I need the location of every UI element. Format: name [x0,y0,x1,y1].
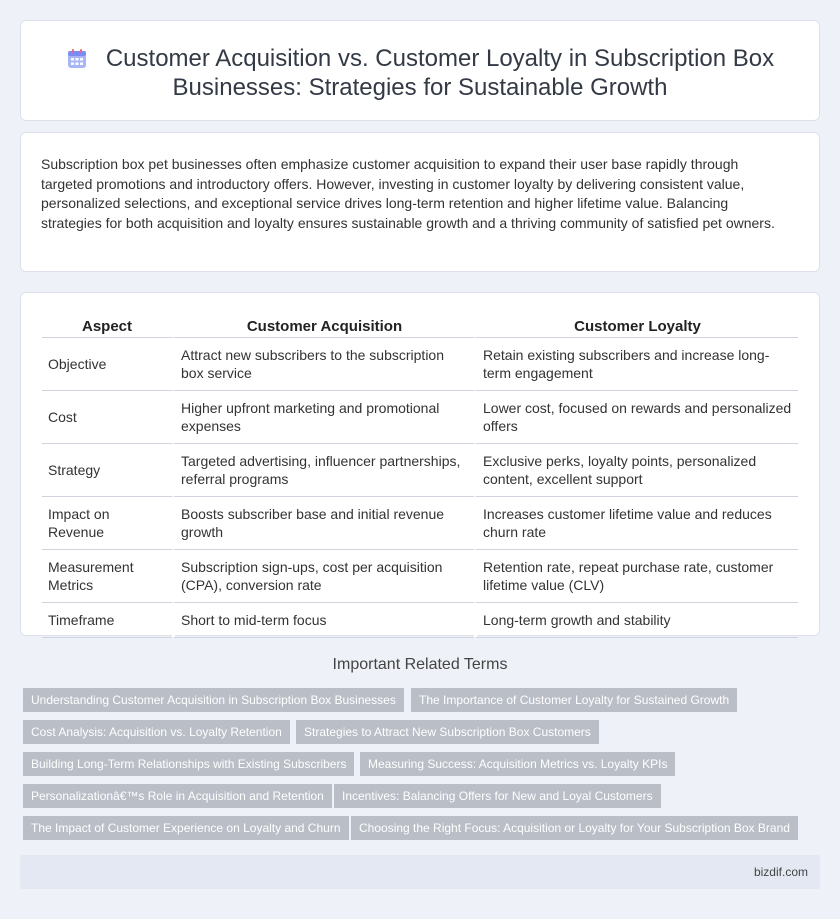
acquisition-cell: Boosts subscriber base and initial revenue growth [172,497,474,550]
loyalty-cell: Retention rate, repeat purchase rate, customer lifetime value (CLV) [474,550,798,603]
header-loyalty: Customer Loyalty [474,313,798,338]
related-term-link[interactable]: Cost Analysis: Acquisition vs. Loyalty Retention [23,720,290,744]
loyalty-cell: Increases customer lifetime value and reduces churn rate [474,497,798,550]
table-row [42,497,798,550]
table-header-row [42,313,798,338]
page-title-line2: Businesses: Strategies for Sustainable Growth [172,74,668,101]
aspect-cell: Cost [42,391,172,444]
intro-card [20,132,820,272]
related-term-link[interactable]: Incentives: Balancing Offers for New and Loyal Customers [334,784,661,808]
page-title-line1: Customer Acquisition vs. Customer Loyalty in Subscription Box [105,45,775,72]
page-title [21,44,819,102]
loyalty-cell: Retain existing subscribers and increase long-term engagement [474,338,798,391]
header-acquisition: Customer Acquisition [172,313,474,338]
related-term-link[interactable]: The Importance of Customer Loyalty for Sustained Growth [411,688,737,712]
comparison-card [20,292,820,636]
acquisition-cell: Attract new subscribers to the subscription box service [172,338,474,391]
related-term-link[interactable]: Understanding Customer Acquisition in Subscription Box Businesses [23,688,404,712]
loyalty-cell: Long-term growth and stability [474,603,798,638]
aspect-cell: Strategy [42,444,172,497]
aspect-cell: Measurement Metrics [42,550,172,603]
loyalty-cell: Exclusive perks, loyalty points, personalized content, excellent support [474,444,798,497]
footer-site-link[interactable]: bizdif.com [753,865,808,879]
aspect-cell: Impact on Revenue [42,497,172,550]
loyalty-cell: Lower cost, focused on rewards and personalized offers [474,391,798,444]
table-row [42,603,798,638]
intro-paragraph: Subscription box pet businesses often emphasize customer acquisition to expand their user base rapidly through targeted promotions and introductory offers. However, investing in customer loyalty by delivering consistent value, personalized selections, and exceptional service drives long-term retention and higher lifetime value. Balancing strategies for both acquisition and loyalty ensures sustainable growth and a thriving community of satisfied pet owners. [41,156,775,231]
table-row [42,444,798,497]
table-row [42,550,798,603]
related-term-link[interactable]: Building Long-Term Relationships with Existing Subscribers [23,752,354,776]
table-row [42,391,798,444]
related-term-link[interactable]: Strategies to Attract New Subscription Box Customers [296,720,599,744]
footer-bar [20,855,820,889]
comparison-table [42,313,798,638]
related-term-link[interactable]: The Impact of Customer Experience on Loyalty and Churn [23,816,349,840]
related-term-link[interactable]: Measuring Success: Acquisition Metrics vs. Loyalty KPIs [360,752,675,776]
table-row [42,338,798,391]
aspect-cell: Timeframe [42,603,172,638]
related-terms-title: Important Related Terms [332,656,508,673]
header-aspect: Aspect [42,313,172,338]
aspect-cell: Objective [42,338,172,391]
acquisition-cell: Higher upfront marketing and promotional expenses [172,391,474,444]
header-card [20,20,820,121]
acquisition-cell: Subscription sign-ups, cost per acquisition (CPA), conversion rate [172,550,474,603]
related-term-link[interactable]: Personalizationâ€™s Role in Acquisition and Retention [23,784,332,808]
acquisition-cell: Short to mid-term focus [172,603,474,638]
acquisition-cell: Targeted advertising, influencer partnerships, referral programs [172,444,474,497]
related-term-link[interactable]: Choosing the Right Focus: Acquisition or Loyalty for Your Subscription Box Brand [351,816,798,840]
